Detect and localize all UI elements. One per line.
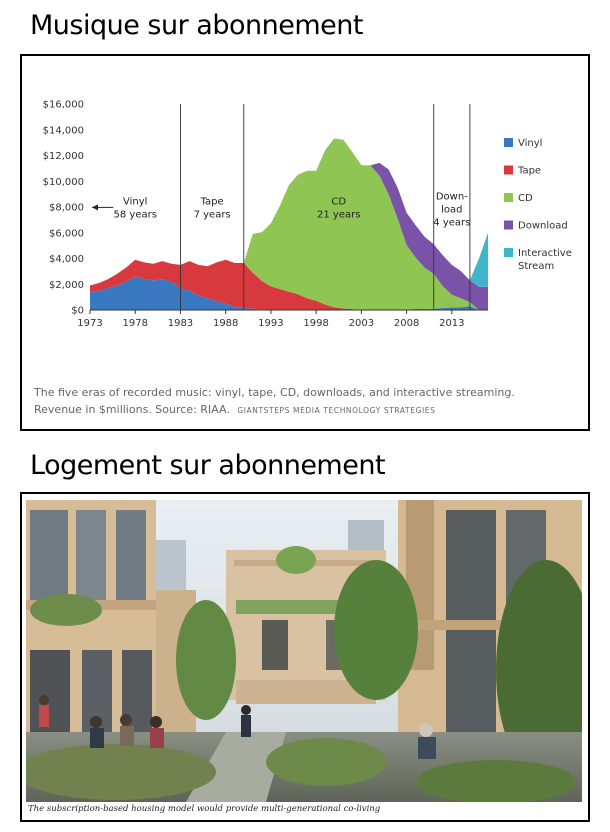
era-annotation-label: 7 years	[193, 209, 231, 221]
x-tick-label: 2003	[348, 318, 375, 329]
co-living-courtyard-photo	[26, 500, 582, 802]
legend-label: Download	[518, 220, 568, 232]
era-arrow-head	[92, 204, 98, 210]
y-tick-label: $4,000	[49, 254, 84, 265]
x-tick-label: 1998	[303, 318, 329, 329]
x-tick-label: 1973	[77, 318, 103, 329]
era-annotation-label: Tape	[200, 196, 224, 208]
x-tick-label: 2013	[439, 318, 465, 329]
legend-label: Tape	[518, 165, 542, 177]
chart-caption-source: GIANTSTEPS MEDIA TECHNOLOGY STRATEGIES	[237, 406, 436, 415]
legend-swatch-download	[504, 221, 513, 230]
era-annotation-label: load	[441, 204, 463, 216]
courtyard-illustration	[26, 500, 582, 802]
chart-panel	[34, 66, 580, 384]
era-annotation-label: 58 years	[113, 209, 157, 221]
era-annotation-label: Vinyl	[123, 196, 148, 208]
y-tick-label: $6,000	[49, 228, 84, 240]
y-tick-label: $8,000	[49, 202, 84, 214]
photo-caption: The subscription-based housing model would provide multi-generational co-living	[28, 804, 381, 814]
x-tick-label: 1993	[258, 318, 284, 329]
y-tick-label: $16,000	[42, 99, 84, 111]
era-annotation-label: 21 years	[317, 209, 361, 221]
x-tick-label: 1983	[167, 318, 194, 329]
era-annotation-label: 4 years	[433, 217, 471, 229]
y-tick-label: $12,000	[42, 151, 84, 162]
x-tick-label: 2008	[393, 318, 420, 329]
y-tick-label: $14,000	[42, 125, 84, 137]
x-tick-label: 1988	[212, 318, 239, 329]
chart-caption-text: The five eras of recorded music: vinyl, tape, CD, downloads, and interactive streaming. Revenue in $millions. Source: RIAA.	[34, 386, 515, 416]
chart-frame	[20, 54, 590, 431]
y-tick-label: $10,000	[42, 176, 84, 188]
legend-label: Vinyl	[518, 138, 543, 149]
heading-housing-subscription: Logement sur abonnement	[30, 450, 386, 481]
y-tick-label: $0	[71, 305, 84, 317]
chart-caption	[34, 384, 562, 419]
legend-label: Stream	[518, 261, 555, 272]
era-annotation-label: Down-	[435, 191, 468, 203]
heading-music-subscription: Musique sur abonnement	[30, 10, 363, 41]
photo-frame	[20, 492, 590, 822]
legend-swatch-vinyl	[504, 138, 513, 147]
revenue-area-chart	[34, 66, 580, 384]
legend-swatch-cd	[504, 193, 513, 202]
legend-label: Interactive	[518, 248, 572, 259]
x-tick-label: 1978	[122, 318, 148, 329]
legend-swatch-stream	[504, 248, 513, 257]
era-annotation-label: CD	[331, 196, 347, 208]
legend-swatch-tape	[504, 166, 513, 175]
y-tick-label: $2,000	[49, 279, 84, 291]
legend-label: CD	[518, 193, 533, 204]
